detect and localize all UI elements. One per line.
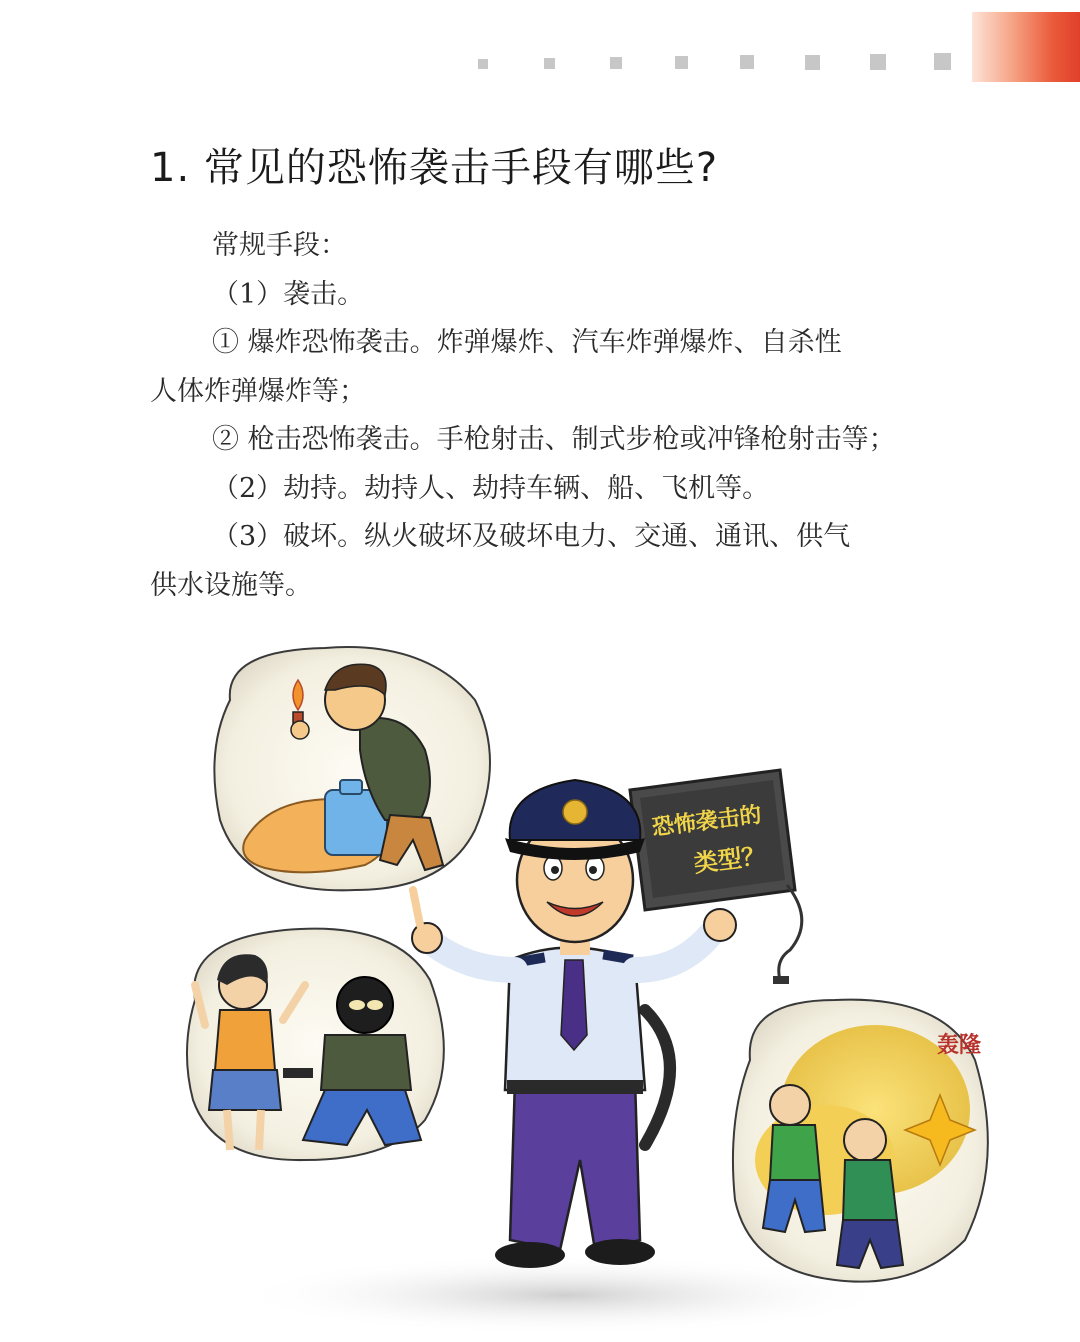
sign-line-1: 恐怖袭击的 [650,802,763,841]
paragraph-attack: （1）袭击。 [212,278,365,310]
explosion-bubble [733,1000,988,1282]
monitor-sign [630,770,802,984]
paragraph-hijack: （2）劫持。劫持人、劫持车辆、船、飞机等。 [212,472,770,504]
corner-tab [972,12,1080,82]
paragraph-sabotage: （3）破坏。纵火破坏及破坏电力、交通、通讯、供气 [212,521,851,552]
paragraph-shooting: ② 枪击恐怖袭击。手枪射击、制式步枪或冲锋枪射击等； [212,424,896,455]
paragraph-bombing-cont: 人体炸弹爆炸等； [150,375,366,407]
sign-line-2: 类型？ [692,841,768,878]
arson-bubble [214,647,490,890]
paragraph-heading: 常规手段： [212,230,347,261]
body-text [150,222,960,610]
paragraph-sabotage-cont: 供水设施等。 [150,569,312,601]
cartoon-illustration [175,640,1035,1330]
paragraph-bombing: ① 爆炸恐怖袭击。炸弹爆炸、汽车炸弹爆炸、自杀性 [212,327,842,358]
page-title: 1. 常见的恐怖袭击手段有哪些? [150,145,719,191]
explosion-text: 轰隆 [937,1033,982,1058]
hostage-bubble [187,929,444,1160]
